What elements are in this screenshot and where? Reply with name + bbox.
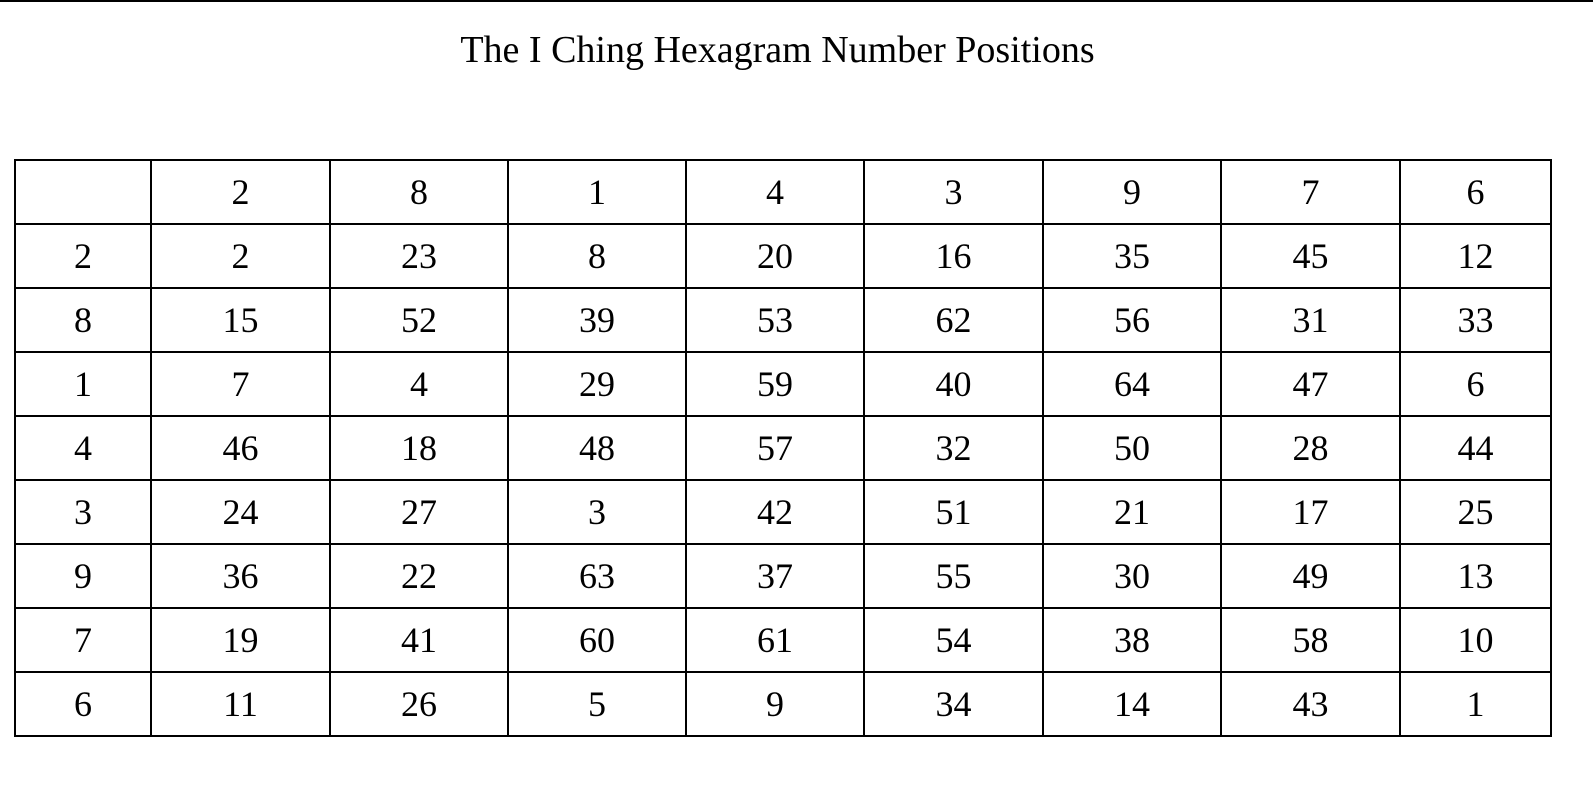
table-cell: 22 xyxy=(330,544,508,608)
column-header: 1 xyxy=(508,160,686,224)
table-cell: 11 xyxy=(151,672,330,736)
table-cell: 48 xyxy=(508,416,686,480)
table-cell: 1 xyxy=(1400,672,1551,736)
table-cell: 23 xyxy=(330,224,508,288)
table-cell: 9 xyxy=(686,672,864,736)
table-cell: 7 xyxy=(151,352,330,416)
row-header: 9 xyxy=(15,544,151,608)
table-cell: 16 xyxy=(864,224,1043,288)
table-cell: 24 xyxy=(151,480,330,544)
table-cell: 56 xyxy=(1043,288,1221,352)
table-cell: 46 xyxy=(151,416,330,480)
table-row xyxy=(15,544,1551,608)
table-row xyxy=(15,416,1551,480)
table-cell: 58 xyxy=(1221,608,1400,672)
table-cell: 36 xyxy=(151,544,330,608)
table-body xyxy=(15,160,1551,736)
table-cell: 15 xyxy=(151,288,330,352)
table-row xyxy=(15,480,1551,544)
table-row xyxy=(15,352,1551,416)
column-header: 3 xyxy=(864,160,1043,224)
corner-cell xyxy=(15,160,151,224)
table-cell: 5 xyxy=(508,672,686,736)
table-cell: 35 xyxy=(1043,224,1221,288)
table-cell: 41 xyxy=(330,608,508,672)
table-cell: 2 xyxy=(151,224,330,288)
table-cell: 44 xyxy=(1400,416,1551,480)
row-header: 4 xyxy=(15,416,151,480)
table-cell: 18 xyxy=(330,416,508,480)
row-header: 1 xyxy=(15,352,151,416)
column-header: 8 xyxy=(330,160,508,224)
top-border-line xyxy=(0,0,1593,2)
column-header: 2 xyxy=(151,160,330,224)
table-cell: 49 xyxy=(1221,544,1400,608)
column-header: 4 xyxy=(686,160,864,224)
column-header: 9 xyxy=(1043,160,1221,224)
table-cell: 34 xyxy=(864,672,1043,736)
table-cell: 33 xyxy=(1400,288,1551,352)
table-cell: 37 xyxy=(686,544,864,608)
table-cell: 21 xyxy=(1043,480,1221,544)
table-cell: 50 xyxy=(1043,416,1221,480)
row-header: 2 xyxy=(15,224,151,288)
column-header: 6 xyxy=(1400,160,1551,224)
table-cell: 26 xyxy=(330,672,508,736)
table-row xyxy=(15,224,1551,288)
table-cell: 30 xyxy=(1043,544,1221,608)
table-cell: 27 xyxy=(330,480,508,544)
table-cell: 39 xyxy=(508,288,686,352)
table-cell: 19 xyxy=(151,608,330,672)
table-header-row xyxy=(15,160,1551,224)
table-cell: 42 xyxy=(686,480,864,544)
table-cell: 28 xyxy=(1221,416,1400,480)
row-header: 7 xyxy=(15,608,151,672)
table-cell: 17 xyxy=(1221,480,1400,544)
table-cell: 4 xyxy=(330,352,508,416)
table-cell: 38 xyxy=(1043,608,1221,672)
table-row xyxy=(15,288,1551,352)
table-cell: 60 xyxy=(508,608,686,672)
row-header: 6 xyxy=(15,672,151,736)
table-cell: 14 xyxy=(1043,672,1221,736)
table-cell: 3 xyxy=(508,480,686,544)
table-cell: 63 xyxy=(508,544,686,608)
table-cell: 12 xyxy=(1400,224,1551,288)
document-title: The I Ching Hexagram Number Positions xyxy=(460,29,1095,71)
hexagram-number-table xyxy=(14,159,1552,737)
table-cell: 25 xyxy=(1400,480,1551,544)
table-cell: 61 xyxy=(686,608,864,672)
table-cell: 40 xyxy=(864,352,1043,416)
row-header: 8 xyxy=(15,288,151,352)
table-cell: 59 xyxy=(686,352,864,416)
table-cell: 47 xyxy=(1221,352,1400,416)
table-cell: 10 xyxy=(1400,608,1551,672)
table-cell: 57 xyxy=(686,416,864,480)
table-cell: 51 xyxy=(864,480,1043,544)
table-cell: 62 xyxy=(864,288,1043,352)
table-cell: 8 xyxy=(508,224,686,288)
row-header: 3 xyxy=(15,480,151,544)
table-cell: 54 xyxy=(864,608,1043,672)
table-cell: 20 xyxy=(686,224,864,288)
table-cell: 64 xyxy=(1043,352,1221,416)
table-cell: 6 xyxy=(1400,352,1551,416)
table-cell: 53 xyxy=(686,288,864,352)
table-cell: 43 xyxy=(1221,672,1400,736)
table-cell: 13 xyxy=(1400,544,1551,608)
table-cell: 52 xyxy=(330,288,508,352)
table-cell: 32 xyxy=(864,416,1043,480)
column-header: 7 xyxy=(1221,160,1400,224)
table-cell: 31 xyxy=(1221,288,1400,352)
table-cell: 55 xyxy=(864,544,1043,608)
table-row xyxy=(15,608,1551,672)
table-cell: 45 xyxy=(1221,224,1400,288)
table-cell: 29 xyxy=(508,352,686,416)
table-row xyxy=(15,672,1551,736)
